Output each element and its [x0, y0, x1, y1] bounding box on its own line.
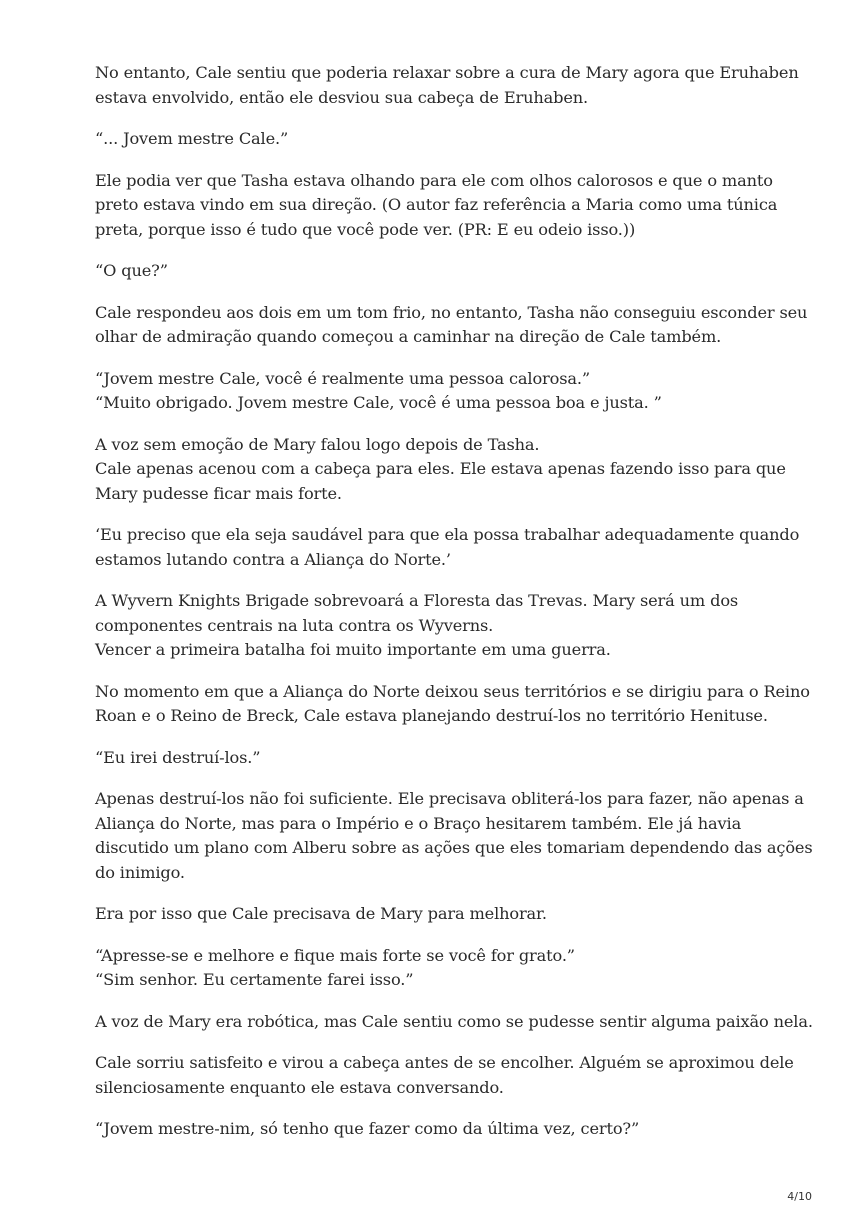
paragraph [95, 944, 785, 993]
text-line: Cale sorriu satisfeito e virou a cabeça antes de se encolher. Alguém se aproximou dele [95, 1053, 794, 1072]
page-number: 4/10 [787, 1190, 812, 1203]
text-line: “... Jovem mestre Cale.” [95, 129, 289, 148]
paragraph [95, 1010, 813, 1035]
text-line: “Apresse-se e melhore e fique mais forte se você for grato.” [95, 945, 575, 965]
text-line: Aliança do Norte, mas para o Império e o Braço hesitarem também. Ele já havia [95, 813, 742, 833]
paragraph [95, 1117, 785, 1142]
text-line: A Wyvern Knights Brigade sobrevoará a Floresta das Trevas. Mary será um dos [95, 591, 739, 610]
text-line: Cale apenas acenou com a cabeça para eles. Ele estava apenas fazendo isso para que [95, 459, 786, 478]
text-line: do inimigo. [95, 862, 185, 882]
text-line: silenciosamente enquanto ele estava conversando. [95, 1077, 504, 1097]
text-line: estamos lutando contra a Aliança do Norte.’ [95, 549, 451, 569]
text-line: “Muito obrigado. Jovem mestre Cale, você é uma pessoa boa e justa. ” [95, 393, 662, 412]
paragraph [95, 367, 785, 416]
text-line: “Jovem mestre Cale, você é realmente uma pessoa calorosa.” [95, 368, 591, 388]
text-line: Era por isso que Cale precisava de Mary para melhorar. [95, 904, 547, 923]
text-line: Apenas destruí-los não foi suficiente. Ele precisava obliterá-los para fazer, não apenas a [95, 789, 804, 808]
paragraph [95, 680, 810, 729]
text-line: “Jovem mestre-nim, só tenho que fazer como da última vez, certo?” [95, 1119, 640, 1138]
text-line: preta, porque isso é tudo que você pode ver. (PR: E eu odeio isso.)) [95, 219, 636, 239]
paragraph [95, 169, 785, 243]
text-line: Vencer a primeira batalha foi muito importante em uma guerra. [95, 640, 611, 659]
text-line: estava envolvido, então ele desviou sua cabeça de Eruhaben. [95, 87, 589, 107]
text-line: “O que?” [95, 261, 168, 280]
text-line: No momento em que a Aliança do Norte deixou seus territórios e se dirigiu para o Reino [95, 681, 810, 701]
paragraph [95, 301, 808, 350]
paragraph [95, 259, 785, 284]
text-line: componentes centrais na luta contra os Wyverns. [95, 615, 494, 635]
text-line: A voz de Mary era robótica, mas Cale sentiu como se pudesse sentir alguma paixão nela. [95, 1011, 813, 1031]
paragraph [95, 1051, 794, 1100]
text-line: Cale respondeu aos dois em um tom frio, no entanto, Tasha não conseguiu esconder seu [95, 302, 808, 322]
text-line: “Sim senhor. Eu certamente farei isso.” [95, 970, 414, 989]
text-line: Ele podia ver que Tasha estava olhando para ele com olhos calorosos e que o manto [95, 170, 773, 190]
paragraph [95, 787, 813, 885]
paragraph [95, 746, 785, 771]
paragraph [95, 127, 785, 152]
paragraph [95, 902, 785, 927]
text-line: discutido um plano com Alberu sobre as ações que eles tomariam dependendo das ações [95, 838, 813, 857]
text-line: Roan e o Reino de Breck, Cale estava planejando destruí-los no território Henituse. [95, 706, 768, 725]
text-line: Mary pudesse ficar mais forte. [95, 483, 342, 503]
text-line: “Eu irei destruí-los.” [95, 747, 261, 767]
paragraph [95, 61, 799, 110]
text-line: olhar de admiração quando começou a caminhar na direção de Cale também. [95, 327, 722, 346]
text-line: preto estava vindo em sua direção. (O autor faz referência a Maria como uma túnica [95, 195, 778, 214]
document-body [95, 61, 813, 1159]
text-line: ‘Eu preciso que ela seja saudável para que ela possa trabalhar adequadamente quando [95, 525, 800, 544]
paragraph [95, 523, 800, 572]
text-line: No entanto, Cale sentiu que poderia relaxar sobre a cura de Mary agora que Eruhaben [95, 63, 799, 82]
paragraph [95, 433, 785, 507]
paragraph [95, 589, 785, 663]
text-line: A voz sem emoção de Mary falou logo depois de Tasha. [95, 434, 540, 454]
